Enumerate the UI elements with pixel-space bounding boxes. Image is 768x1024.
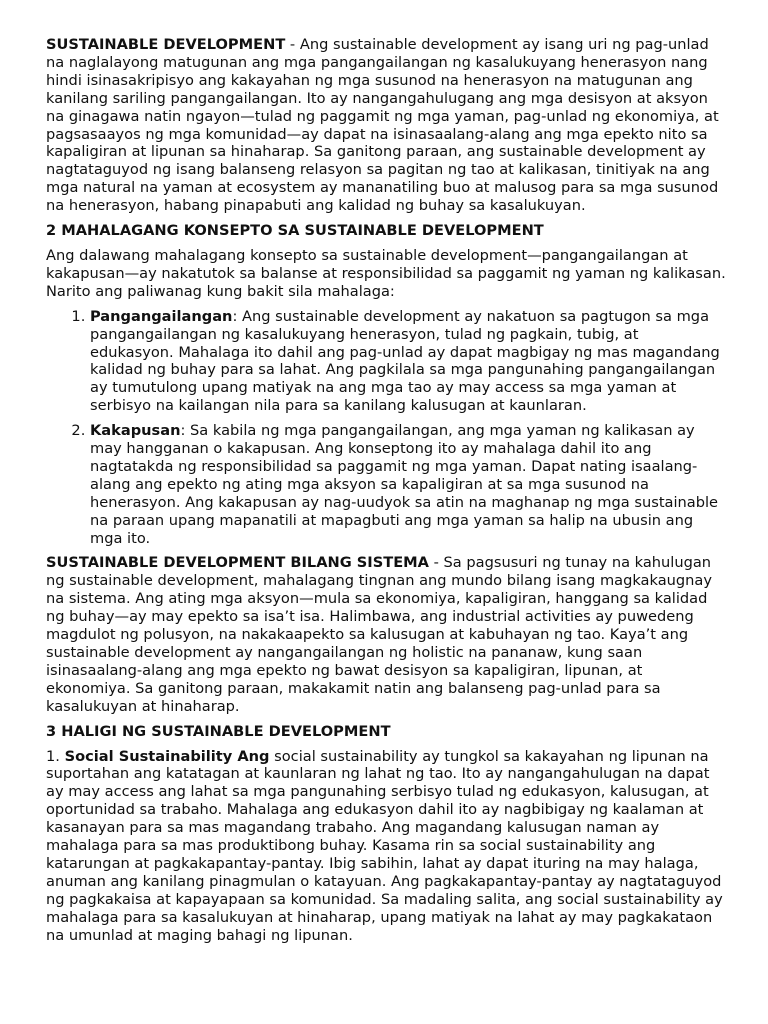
list-item-term: Pangangailangan xyxy=(90,307,233,325)
intro-term: SUSTAINABLE DEVELOPMENT xyxy=(46,36,286,53)
list-item-kakapusan xyxy=(90,422,726,547)
item-number: 1. xyxy=(46,747,65,765)
list-item-pangangailangan xyxy=(90,308,726,415)
social-sustainability-term: Social Sustainability Ang xyxy=(64,747,270,765)
intro-paragraph xyxy=(46,36,726,215)
system-text: - Sa pagsusuri ng tunay na kahulugan ng sustainable development, mahalagang tingnan ang mundo bilang isang magkakaugnay na sistema. Ang ating mga aksyon—mula sa ekonomiya, kapaligiran, hanggang sa kalidad ng buhay—ay may epekto sa isa’t isa. Halimbawa, ang industrial activities ay puwedeng magdulot ng polusyon, na nakakaapekto sa kalusugan at kabuhayan ng tao. Kaya’t ang sustainable development ay nangangailangan ng holistic na pananaw, kung saan isinasaalang-alang ang mga epekto ng bawat desisyon sa kapaligiran, lipunan, at ekonomiya. Sa ganitong paraan, makakamit natin ang balanseng pag-unlad para sa kasalukuyan at hinaharap. xyxy=(46,554,712,715)
section-3-heading: 3 HALIGI NG SUSTAINABLE DEVELOPMENT xyxy=(46,722,391,740)
section-2-lead: Ang dalawang mahalagang konsepto sa sustainable development—pangangailangan at kakapusan—ay nakatutok sa balanse at responsibilidad sa paggamit ng yaman ng kalikasan. Narito ang paliwanag kung bakit sila mahalaga: xyxy=(46,246,726,300)
list-item-text: : Sa kabila ng mga pangangailangan, ang mga yaman ng kalikasan ay may hangganan o kakapusan. Ang konseptong ito ay mahalaga dahil ito ang nagtatakda ng responsibilidad sa paggamit ng mga yaman. Dapat nating isaalang-alang ang epekto ng ating mga aksyon sa kapaligiran at sa mga susunod na henerasyon. Ang kakapusan ay nag-uudyok sa atin na maghanap ng mga sustainable na paraan upang mapanatili at mapagbuti ang mga yaman sa halip na ubusin ang mga ito. xyxy=(90,422,719,547)
list-item-text: : Ang sustainable development ay nakatuon sa pagtugon sa mga pangangailangan ng kasalukuyang henerasyon, tulad ng pagkain, tubig, at edukasyon. Mahalaga ito dahil ang pag-unlad ay dapat magbigay ng mas magandang kalidad ng buhay para sa lahat. Ang pagkilala sa mga pangunahing pangangailangan ay tumutulong upang matiyak na ang mga tao ay may access sa mga yaman at serbisyo na kailangan nila para sa kanilang kalusugan at kaunlaran. xyxy=(90,307,720,415)
intro-text: - Ang sustainable development ay isang uri ng pag-unlad na naglalayong matugunan ang mga pangangailangan ng kasalukuyang henerasyon nang hindi isinasakripisyo ang kakayahan ng mga susunod na henerasyon na matugunan ang kanilang sariling pangangailangan. Ito ay nangangahulugang ang mga desisyon at aksyon na ginagawa natin ngayon—tulad ng paggamit ng mga yaman, pag-unlad ng ekonomiya, at pagsasaayos ng mga komunidad—ay dapat na isinasaalang-alang ang mga epekto nito sa kapaligiran at lipunan sa hinaharap. Sa ganitong paraan, ang sustainable development ay nagtataguyod ng isang balanseng relasyon sa pagitan ng tao at kalikasan, tinitiyak na ang mga natural na yaman at ecosystem ay mananatiling buo at malusog para sa mga susunod na henerasyon, habang pinapabuti ang kalidad ng buhay sa kasalukuyan. xyxy=(46,36,719,215)
document-page xyxy=(46,36,726,952)
social-sustainability-paragraph xyxy=(46,748,726,945)
system-paragraph xyxy=(46,554,726,715)
list-item-term: Kakapusan xyxy=(90,422,181,440)
section-2-heading: 2 MAHALAGANG KONSEPTO SA SUSTAINABLE DEVELOPMENT xyxy=(46,222,544,240)
concepts-list xyxy=(46,308,726,548)
system-term: SUSTAINABLE DEVELOPMENT BILANG SISTEMA xyxy=(46,554,429,572)
social-sustainability-text: social sustainability ay tungkol sa kakayahan ng lipunan na suportahan ang katatagan at kaunlaran ng lahat ng tao. Ito ay nangangahulugan na dapat ay may access ang lahat sa mga pangunahing serbisyo tulad ng edukasyon, kalusugan, at oportunidad sa trabaho. Mahalaga ang edukasyon dahil ito ay nagbibigay ng kaalaman at kasanayan para sa mas magandang trabaho. Ang magandang kalusugan naman ay mahalaga para sa mas produktibong buhay. Kasama rin sa social sustainability ang katarungan at pagkakapantay-pantay. Ibig sabihin, lahat ay dapat ituring na may halaga, anuman ang kanilang pinagmulan o katayuan. Ang pagkakapantay-pantay ay nagtataguyod ng pagkakaisa at kapayapaan sa komunidad. Sa madaling salita, ang social sustainability ay mahalaga para sa kasalukuyan at hinaharap, upang matiyak na lahat ay may pagkakataon na umunlad at maging bahagi ng lipunan. xyxy=(46,747,723,944)
